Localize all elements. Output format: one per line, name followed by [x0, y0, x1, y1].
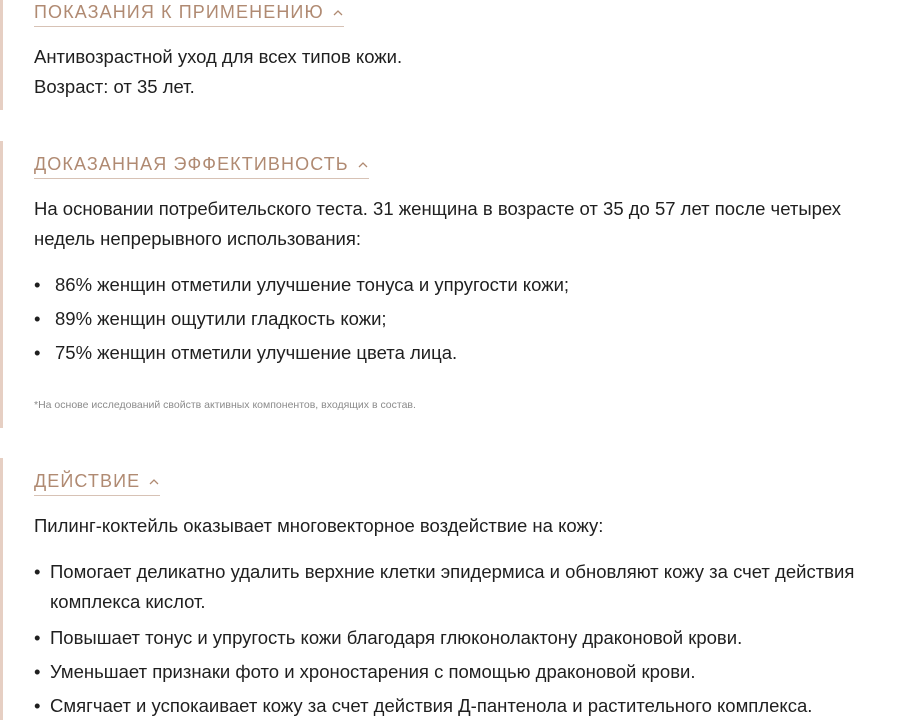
efficacy-list [34, 268, 569, 370]
bullet: • [34, 627, 41, 648]
list-item [34, 336, 569, 370]
chevron-up-icon [332, 8, 344, 18]
section-action [0, 458, 920, 720]
section-title: ДЕЙСТВИЕ [34, 471, 141, 491]
list-item-text: Смягчает и успокаивает кожу за счет действия Д-пантенола и растительного комплекса. [50, 695, 813, 716]
section-title: ПОКАЗАНИЯ К ПРИМЕНЕНИЮ [34, 2, 324, 22]
bullet: • [34, 308, 41, 329]
section-title: ДОКАЗАННАЯ ЭФФЕКТИВНОСТЬ [34, 154, 349, 174]
section-header-indications[interactable] [34, 2, 344, 27]
list-item [34, 689, 860, 723]
list-item-text: Уменьшает признаки фото и хроностарения с помощью драконовой крови. [50, 661, 696, 682]
efficacy-intro-line: недель непрерывного использования: [34, 228, 362, 249]
indications-line: Антивозрастной уход для всех типов кожи. [34, 46, 403, 67]
chevron-up-icon [148, 477, 160, 487]
indications-line: Возраст: от 35 лет. [34, 76, 195, 97]
action-intro: Пилинг-коктейль оказывает многовекторное воздействие на кожу: [34, 515, 604, 536]
list-item-text: 89% женщин ощутили гладкость кожи; [55, 308, 387, 329]
efficacy-intro-line: На основании потребительского теста. 31 женщина в возрасте от 35 до 57 лет после четырех [34, 198, 842, 219]
list-item-text: Помогает деликатно удалить верхние клетки эпидермиса и обновляют кожу за счет действия комплекса кислот. [50, 561, 855, 612]
bullet: • [34, 661, 41, 682]
list-item [34, 621, 860, 655]
section-indications [0, 0, 920, 110]
footnote: *На основе исследований свойств активных компонентов, входящих в состав. [34, 399, 416, 411]
list-item [34, 268, 569, 302]
section-header-action[interactable] [34, 471, 160, 496]
bullet: • [34, 342, 41, 363]
list-item-text: 86% женщин отметили улучшение тонуса и упругости кожи; [55, 274, 570, 295]
chevron-up-icon [357, 160, 369, 170]
bullet: • [34, 561, 41, 582]
list-item-text: 75% женщин отметили улучшение цвета лица. [55, 342, 458, 363]
bullet: • [34, 274, 41, 295]
section-efficacy [0, 141, 920, 428]
list-item [34, 557, 860, 621]
bullet: • [34, 695, 41, 716]
action-list [34, 557, 860, 723]
section-header-efficacy[interactable] [34, 154, 369, 179]
list-item-text: Повышает тонус и упругость кожи благодаря глюконолактону драконовой крови. [50, 627, 743, 648]
list-item [34, 302, 569, 336]
list-item [34, 655, 860, 689]
